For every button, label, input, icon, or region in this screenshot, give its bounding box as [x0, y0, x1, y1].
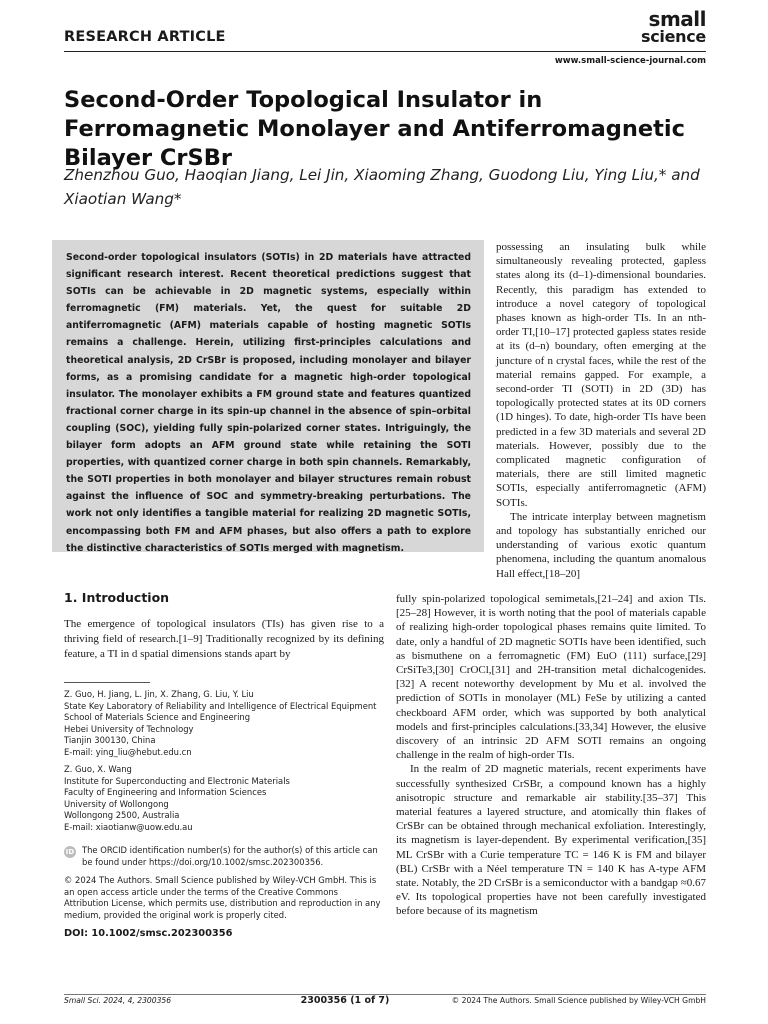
paragraph: fully spin-polarized topological semimetals,[21–24] and axion TIs.[25–28] However, it is worth noting that the pool of materials capable of realizing high-order topological phases remains quite limited. To date, only a handful of 2D magnetic SOTIs have been identified, such as bismuthene on a ferromagnetic (FM) EuO (111) surface,[29] CrSiTe3,[30] CrOCl,[31] and 2H-transition metal dichalcogenides.[32] A recent noteworthy development by Mu et al. involved the prediction of SOTIs in monolayer (ML) FeSe by utilizing a canted checkboard AFM order, which was supported by both analytical models and first-principles calculations.[33,34] However, the elusive discovery of an intrinsic 2D AFM SOTI remains an ongoing challenge in the realm of high-order TIs.: [396, 593, 706, 762]
section-heading-introduction: 1. Introduction: [64, 590, 170, 605]
orcid-note: [64, 845, 384, 868]
right-column-bottom: [396, 592, 706, 919]
license-text: © 2024 The Authors. Small Science published by Wiley-VCH GmbH. This is an open access article under the terms of the Creative Commons Attribution License, which permits use, distribution and reproduction in any medium, provided the original work is properly cited.: [64, 875, 381, 920]
orcid-icon[interactable]: ID: [65, 848, 75, 856]
logo-line1: small: [648, 7, 706, 31]
logo-line2: science: [641, 27, 706, 46]
footer-citation: Small Sci. 2024, 4, 2300356: [64, 996, 172, 1005]
footer-copyright: © 2024 The Authors. Small Science published by Wiley-VCH GmbH: [451, 996, 706, 1005]
intro-paragraph: The emergence of topological insulators (TIs) has given rise to a thriving field of research.[1–9] Traditionally recognized by its defining feature, a TI in d spatial dimensions stands apart by: [64, 618, 384, 661]
journal-url-link[interactable]: www.small-science-journal.com: [554, 56, 706, 66]
abstract-text: Second-order topological insulators (SOTIs) in 2D materials have attracted significant research interest. Recent theoretical predictions suggest that SOTIs can be achievable in 2D magnetic systems, especially within ferromagnetic (FM) materials. Yet, the quest for suitable 2D antiferromagnetic (AFM) materials capable of hosting magnetic SOTIs remains a challenge. Herein, utilizing first-principles calculations and theoretical analysis, 2D CrSBr is proposed, including monolayer and bilayer forms, as a promising candidate for a magnetic high-order topological insulator. The monolayer exhibits a FM ground state and features quantized fractional corner charge in its spin-up channel in the absence of spin–orbital coupling (SOC), yielding fully spin-polarized corner states. Intriguingly, the bilayer form adopts an AFM ground state while retaining the SOTI properties, with quantized corner charge in both spin channels. Remarkably, the SOTI properties in both monolayer and bilayer structures remain robust against the influence of SOC and symmetry-breaking perturbations. The work not only identifies a tangible material for realizing 2D magnetic SOTIs, encompassing both FM and AFM phases, but also offers a path to explore the distinctive characteristics of SOTIs merged with magnetism.: [66, 252, 471, 554]
paragraph: The intricate interplay between magnetism and topology has substantially enriched our understanding of various exotic quantum phenomena, including the quantum anomalous Hall effect,[18–20]: [496, 510, 706, 580]
header-divider: [64, 51, 706, 52]
section-label: RESEARCH ARTICLE: [64, 29, 226, 45]
right-column-top: [496, 240, 706, 581]
article-title: Second-Order Topological Insulator in Ferromagnetic Monolayer and Antiferromagnetic Bilayer CrSBr: [64, 87, 685, 171]
journal-logo[interactable]: [641, 7, 706, 46]
affiliation-divider: [64, 682, 150, 683]
footer-page-number: 2300356 (1 of 7): [300, 995, 390, 1006]
orcid-note-text: The ORCID identification number(s) for the author(s) of this article can be found under https://doi.org/10.1002/smsc.202300356.: [82, 845, 378, 867]
paragraph: In the realm of 2D magnetic materials, recent experiments have successfully synthesized CrSBr, a compound known has a highly anisotropic structure and remarkable air stability.[35–37] This material features a layered structure, and atomically thin flakes of CrSBr can be obtained through mechanical exfoliation. Interestingly, its magnetism is layer-dependent. By experimental verification,[35] ML CrSBr with a Curie temperature TC = 146 K is FM and bilayer (BL) CrSBr with a Néel temperature TN = 140 K has A-type AFM state. Notably, the 2D CrSBr is a semiconductor with a bandgap ≈0.67 eV. Its topological properties have not been carefully investigated before because of its magnetism: [396, 763, 706, 918]
author-list: Zhenzhou Guo, Haoqian Jiang, Lei Jin, Xiaoming Zhang, Guodong Liu, Ying Liu,* and Xiaotian Wang*: [64, 166, 700, 208]
affiliation-block-2: Z. Guo, X. Wang Institute for Superconducting and Electronic Materials Faculty of Engineering and Information Sciences University of Wollongong Wollongong 2500, Australia E-mail: xiaotianw@uow.edu.au: [64, 764, 290, 832]
affiliation-block-1: Z. Guo, H. Jiang, L. Jin, X. Zhang, G. Liu, Y. Liu State Key Laboratory of Reliability and Intelligence of Electrical Equipment School of Materials Science and Engineering Hebei University of Technology Tianjin 300130, China E-mail: ying_liu@hebut.edu.cn: [64, 689, 377, 757]
paragraph: possessing an insulating bulk while simultaneously revealing protected, gapless states along its (d–1)-dimensional boundaries. Recently, this paradigm has extended to introduce a novel category of topological phases known as high-order TIs. In an nth-order TI,[10–17] protected gapless states reside at its (d–n) boundary, often emerging at the juncture of n crystal faces, while the rest of the material remains gapped. For example, a second-order TI (SOTI) in 2D (3D) has topologically protected states at its 0D corners (1D hinges). To date, high-order TIs have been predicted in a few 3D materials and several 2D materials. However, possibly due to the complicated magnetic configuration of materials, there are still limited magnetic SOTIs, especially antiferromagnetic (AFM) SOTIs.: [496, 241, 706, 509]
doi-link[interactable]: DOI: 10.1002/smsc.202300356: [64, 928, 233, 939]
